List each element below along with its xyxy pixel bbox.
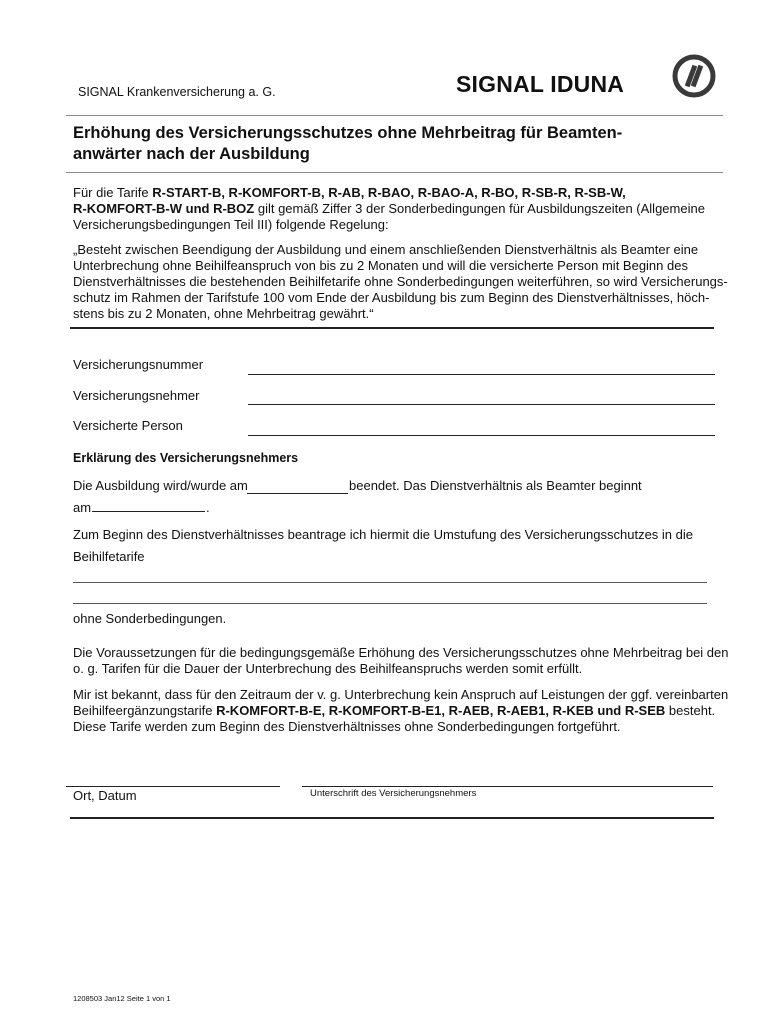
- training-end-text: beendet. Das Dienstverhältnis als Beamter beginnt: [349, 478, 642, 493]
- declaration-heading: Erklärung des Versicherungsnehmers: [73, 451, 299, 465]
- insured-person-field[interactable]: [248, 419, 715, 436]
- section-divider: [70, 327, 714, 329]
- training-end-date-field[interactable]: [247, 478, 348, 494]
- tariff-switch-text: Zum Beginn des Dienstverhältnisses beantrage ich hiermit die Umstufung des Versicherungsschutzes in die Beihilfetarife: [73, 527, 693, 564]
- document-title: Erhöhung des Versicherungsschutzes ohne Mehrbeitrag für Beamten- anwärter nach der Ausbildung: [73, 124, 623, 163]
- policy-holder-field[interactable]: [248, 388, 715, 405]
- tariff-line-1-field[interactable]: [73, 567, 707, 583]
- conditions-paragraph: Die Voraussetzungen für die bedingungsgemäße Erhöhung des Versicherungsschutzes ohne Mehrbeitrag bei den o. g. Tarifen für die Dauer der Unterbrechung des Beihilfeanspruchs werden somit erfüllt.: [73, 645, 729, 676]
- policy-number-label: Versicherungsnummer: [73, 357, 204, 372]
- tariff-line-2-field[interactable]: [73, 588, 707, 604]
- place-date-label: Ort, Datum: [73, 788, 137, 803]
- brand-name: SIGNAL IDUNA: [456, 71, 625, 97]
- intro-paragraph: Für die Tarife R-START-B, R-KOMFORT-B, R-AB, R-BAO, R-BAO-A, R-BO, R-SB-R, R-SB-W, R-KOMFORT-B-W und R-BOZ gilt gemäß Ziffer 3 der Sonderbedingungen für Ausbildungszeiten (Allgemeine Versicherungsbedingungen Teil III) folgende Regelung:: [73, 185, 705, 232]
- insured-person-label: Versicherte Person: [73, 418, 183, 433]
- title-divider: [66, 172, 723, 173]
- signature-label: Unterschrift des Versicherungsnehmers: [310, 788, 477, 799]
- policy-number-field[interactable]: [248, 358, 715, 375]
- regulation-quote: „Besteht zwischen Beendigung der Ausbildung und einem anschließenden Dienstverhältnis als Beamter eine Unterbrechung ohne Beihilfeanspruch von bis zu 2 Monaten und will die versicherte Person mit Beginn des Dienstverhältnisses die bestehenden Beihilfetarife ohne Sonderbedingungen weiterführen, so wird Versicherungs- schutz im Rahmen der Tarifstufe 100 vom Ende der Ausbildung bis zum Beginn des Dienstverhältnisses, höch- stens bis zu 2 Monaten, ohne Mehrbeitrag gewährt.“: [73, 242, 728, 321]
- policy-holder-label: Versicherungsnehmer: [73, 388, 200, 403]
- form-code: 1208503 Jan12 Seite 1 von 1: [73, 994, 171, 1003]
- header-divider: [66, 115, 723, 116]
- service-start-dot: .: [206, 500, 210, 515]
- service-start-date-field[interactable]: [92, 499, 205, 512]
- training-end-label: Die Ausbildung wird/wurde am: [73, 478, 248, 493]
- acknowledgement-paragraph: Mir ist bekannt, dass für den Zeitraum der v. g. Unterbrechung kein Anspruch auf Leistungen der ggf. vereinbarten Beihilfeergänzungstarife R-KOMFORT-B-E, R-KOMFORT-B-E1, R-AEB, R-AEB1, R-KEB und R-SEB besteht. Diese Tarife werden zum Beginn des Dienstverhältnisses ohne Sonderbedingungen fortgeführt.: [73, 687, 729, 734]
- company-name: SIGNAL Krankenversicherung a. G.: [78, 85, 276, 99]
- signature-field[interactable]: [302, 772, 713, 787]
- signature-divider: [70, 817, 714, 819]
- place-date-field[interactable]: [66, 772, 280, 787]
- service-start-label: am: [73, 500, 92, 515]
- signal-iduna-logo-icon: [672, 54, 716, 98]
- without-special-conditions-text: ohne Sonderbedingungen.: [73, 611, 227, 626]
